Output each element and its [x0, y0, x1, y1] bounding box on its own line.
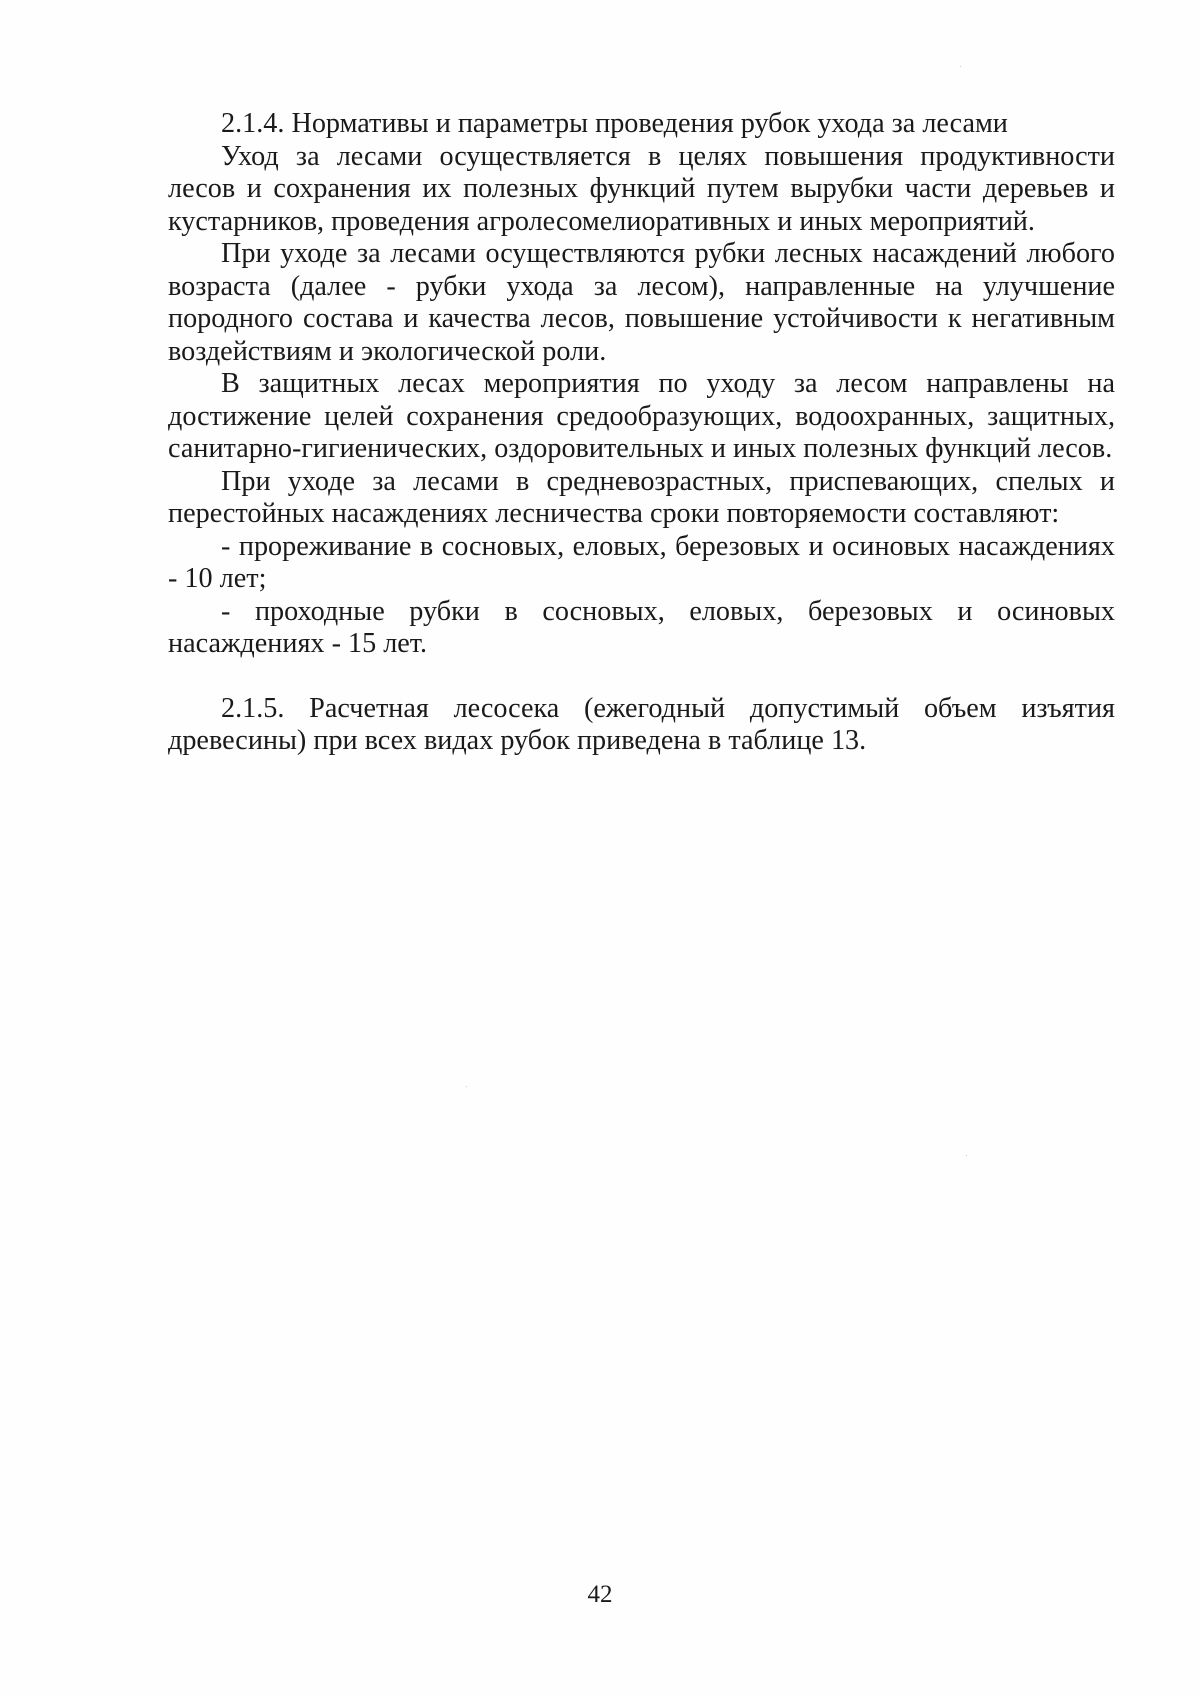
- scan-speck: [466, 1086, 467, 1087]
- list-item-thinning: - прореживание в сосновых, еловых, березовых и осиновых насаждениях - 10 лет;: [168, 530, 1115, 594]
- section-heading-2-1-5: 2.1.5. Расчетная лесосека (ежегодный допустимый объем изъятия древесины) при всех видах рубок приведена в таблице 13.: [168, 692, 1115, 756]
- paragraph-protective-forests: В защитных лесах мероприятия по уходу за лесом направлены на достижение целей сохранения средообразующих, водоохранных, защитных, санитарно-гигиенических, оздоровительных и иных полезных функций лесов.: [168, 368, 1115, 464]
- paragraph-repeat-periods: При уходе за лесами в средневозрастных, приспевающих, спелых и перестойных насаждениях лесничества сроки повторяемости составляют:: [168, 465, 1115, 529]
- section-heading-2-1-4: 2.1.4. Нормативы и параметры проведения рубок ухода за лесами: [221, 108, 1008, 139]
- scan-speck: [960, 66, 961, 67]
- list-item-passage-felling: - проходные рубки в сосновых, еловых, березовых и осиновых насаждениях - 15 лет.: [168, 595, 1115, 659]
- paragraph-forest-care-purpose: Уход за лесами осуществляется в целях повышения продуктивности лесов и сохранения их полезных функций путем вырубки части деревьев и кустарников, проведения агролесомелиоративных и иных мероприятий.: [168, 140, 1115, 237]
- scan-speck: [966, 1155, 967, 1156]
- document-body: [168, 108, 1115, 758]
- paragraph-care-felling: При уходе за лесами осуществляются рубки лесных насаждений любого возраста (далее - рубки ухода за лесом), направленные на улучшение породного состава и качества лесов, повышение устойчивости к негативным воздействиям и экологической роли.: [168, 238, 1115, 367]
- page-number: 42: [587, 1581, 613, 1608]
